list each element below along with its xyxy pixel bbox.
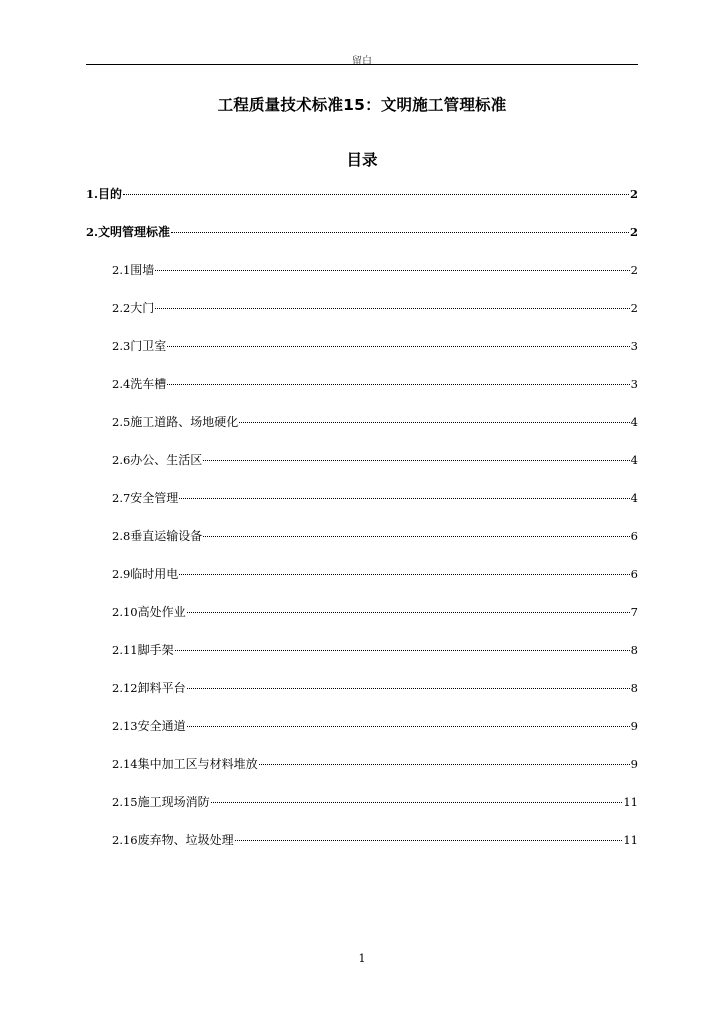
toc-dot-leader [211,802,623,803]
toc-entry-label: 施工道路、场地硬化 [130,415,239,429]
toc-entry-label: 废弃物、垃圾处理 [137,833,234,847]
toc-entry-label: 大门 [130,301,155,315]
toc-entry-number: 2.16 [112,833,138,847]
toc-entry-number: 2.4 [112,377,131,391]
toc-entry[interactable] [112,413,638,431]
toc-entry-number: 1. [86,187,99,201]
toc-heading: 目录 [346,151,378,169]
toc-entry-number: 2.14 [112,757,138,771]
toc-entry-page: 8 [630,681,638,695]
toc-entry[interactable] [112,603,638,621]
toc-entry-label: 集中加工区与材料堆放 [137,757,258,771]
toc-entry[interactable] [112,565,638,583]
toc-entry-page: 2 [629,187,638,201]
toc-entry[interactable] [112,337,638,355]
toc-entry-label: 卸料平台 [137,681,186,695]
toc-entry-label: 施工现场消防 [137,795,210,809]
toc-entry-number: 2.7 [112,491,131,505]
document-title: 工程质量技术标准15：文明施工管理标准 [217,96,507,114]
toc-dot-leader [187,688,630,689]
toc-dot-leader [155,270,629,271]
toc-entry-page: 8 [630,643,638,657]
toc-entry-page: 4 [630,415,638,429]
toc-entry-page: 3 [630,377,638,391]
toc-entry-label: 洗车槽 [130,377,167,391]
toc-entry-number: 2.13 [112,719,138,733]
toc-dot-leader [203,460,629,461]
toc-entry-label: 高处作业 [137,605,186,619]
toc-entry-page: 11 [623,833,638,847]
toc-dot-leader [167,384,629,385]
toc-entry[interactable] [112,641,638,659]
toc-entry-page: 11 [623,795,638,809]
toc-entry[interactable] [112,299,638,317]
toc-entry[interactable] [112,755,638,773]
toc-entry-number: 2.9 [112,567,131,581]
toc-dot-leader [179,498,629,499]
toc-entry-number: 2.11 [112,643,138,657]
toc-dot-leader [171,232,629,233]
toc-entry-label: 目的 [98,187,123,201]
toc-entry[interactable] [112,831,638,849]
toc-dot-leader [167,346,629,347]
toc-entry-label: 办公、生活区 [130,453,203,467]
toc-dot-leader [203,536,629,537]
toc-entry-page: 4 [630,491,638,505]
toc-entry-page: 7 [630,605,638,619]
toc-entry-page: 3 [630,339,638,353]
toc-entry[interactable] [112,451,638,469]
toc-entry-page: 9 [630,757,638,771]
toc-entry[interactable] [112,527,638,545]
page-header-text: 留白 [352,56,372,67]
toc-entry-number: 2.5 [112,415,131,429]
toc-entry[interactable] [112,375,638,393]
toc-entry-label: 脚手架 [137,643,174,657]
toc-entry-number: 2. [86,225,99,239]
toc-dot-leader [175,650,630,651]
toc-entry-page: 6 [630,567,638,581]
toc-entry[interactable] [112,717,638,735]
toc-entry-page: 4 [630,453,638,467]
toc-entry[interactable] [112,489,638,507]
toc-entry-label: 安全管理 [130,491,179,505]
toc-entry-page: 2 [629,225,638,239]
toc-entry-page: 2 [630,301,638,315]
toc-entry[interactable] [86,185,638,203]
toc-entry-label: 围墙 [130,263,155,277]
toc-dot-leader [155,308,629,309]
toc-entry-number: 2.3 [112,339,131,353]
toc-entry-number: 2.10 [112,605,138,619]
toc-entry-label: 文明管理标准 [98,225,171,239]
toc-dot-leader [179,574,629,575]
toc-dot-leader [239,422,629,423]
toc-dot-leader [187,612,630,613]
toc-entry[interactable] [112,793,638,811]
toc-dot-leader [123,194,629,195]
toc-entry-label: 门卫室 [130,339,167,353]
toc-entry-label: 临时用电 [130,567,179,581]
toc-entry-number: 2.2 [112,301,131,315]
toc-entry-label: 垂直运输设备 [130,529,203,543]
toc-entry-page: 9 [630,719,638,733]
toc-dot-leader [259,764,630,765]
toc-entry[interactable] [86,223,638,241]
toc-entry[interactable] [112,261,638,279]
toc-entry-page: 6 [630,529,638,543]
toc-entry-number: 2.8 [112,529,131,543]
toc-entry-number: 2.1 [112,263,131,277]
toc-dot-leader [235,840,623,841]
toc-entry-page: 2 [630,263,638,277]
toc-dot-leader [187,726,630,727]
toc-entry-label: 安全通道 [137,719,186,733]
toc-entry-number: 2.12 [112,681,138,695]
toc-entry-number: 2.15 [112,795,138,809]
toc-entry-number: 2.6 [112,453,131,467]
toc-entry[interactable] [112,679,638,697]
page-number: 1 [358,952,366,965]
